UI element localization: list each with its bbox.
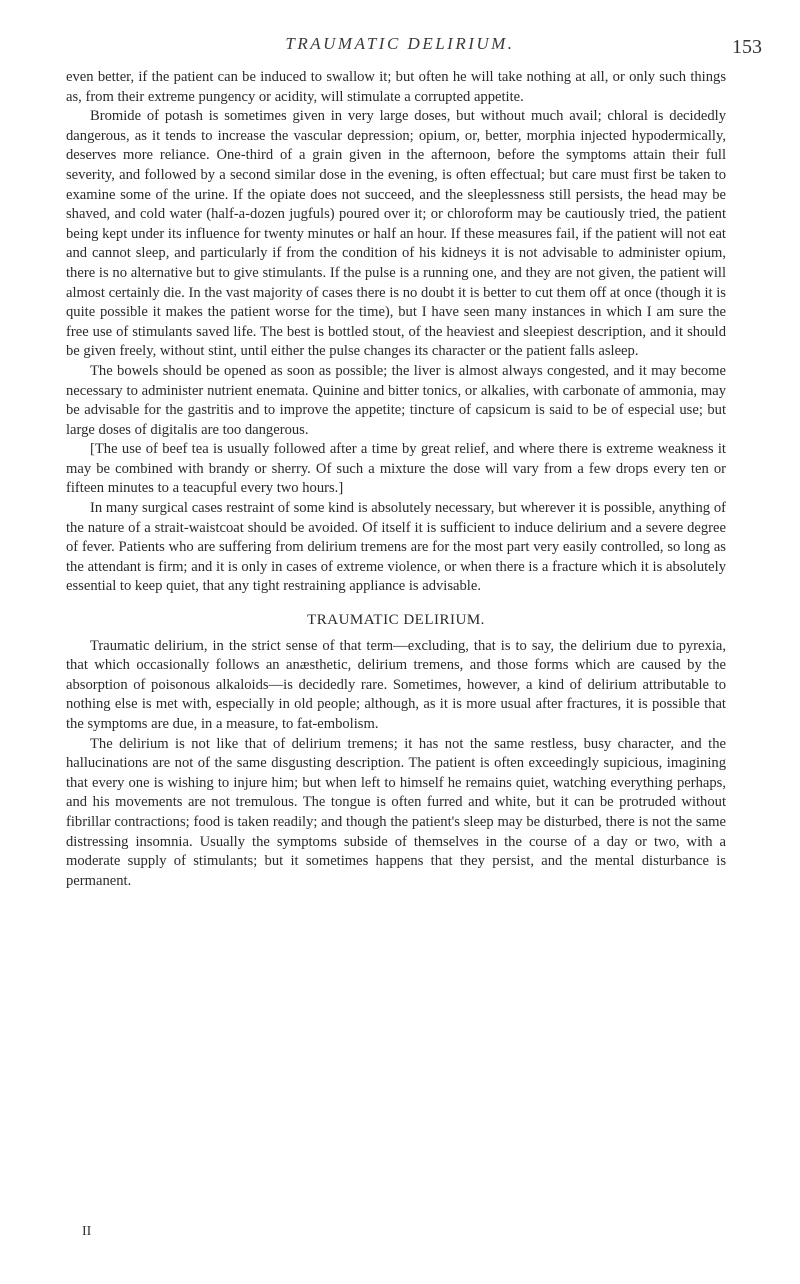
section-heading: TRAUMATIC DELIRIUM. <box>307 612 485 629</box>
page-number: 153 <box>732 36 762 58</box>
body-text <box>66 68 726 891</box>
running-title: TRAUMATIC DELIRIUM. <box>285 34 515 53</box>
signature-mark: II <box>82 1224 92 1239</box>
paragraph-restraint: In many surgical cases restraint of some kind is absolutely necessary, but wherever it is possible, anything of the nature of a strait-waistcoat should be avoided. Of itself it is sufficient to induce delirium and a severe degree of fever. Patients who are suffering from delirium tremens are for the most part very easily controlled, so long as the attendant is firm; and it is only in cases of extreme violence, or when there is a fracture which it is absolutely essential to keep quiet, that any tight restraining appliance is advisable. <box>66 500 726 595</box>
paragraph-traumatic-definition: Traumatic delirium, in the strict sense of that term—excluding, that is to say, the delirium due to pyrexia, that which occasionally follows an anæsthetic, delirium tremens, and those forms which are caused by the absorption of poisonous alkaloids—is decidedly rare. Sometimes, however, a kind of delirium attributable to nothing else is met with, especially in old people; although, as it is more usual after fractures, it is possible that the symptoms are due, in a measure, to fat-embolism. <box>66 637 726 732</box>
paragraph-continuation: even better, if the patient can be induced to swallow it; but often he will take nothing at all, or only such things as, from their extreme pungency or acidity, will stimulate a corrupted appetite. <box>66 69 726 105</box>
paragraph-bowels: The bowels should be opened as soon as possible; the liver is almost always congested, and it may become necessary to administer nutrient enemata. Quinine and bitter tonics, or alkalies, with carbonate of ammonia, may be advisable for the gastritis and to improve the appetite; tincture of capsicum is said to be of especial use; but large doses of digitalis are too dangerous. <box>66 362 726 438</box>
paragraph-beef-tea: [The use of beef tea is usually followed after a time by great relief, and where there is extreme weakness it may be combined with brandy or sherry. Of such a mixture the dose will vary from a few drops every ten or fifteen minutes to a teacupful every two hours.] <box>66 441 726 497</box>
paragraph-traumatic-symptoms: The delirium is not like that of delirium tremens; it has not the same restless, busy character, and the hallucinations are not of the same disgusting description. The patient is often exceedingly supicious, imagining that every one is wishing to injure him; but when left to himself he remains quiet, watching everything perhaps, and his movements are not tremulous. The tongue is often furred and white, but it can be protruded without fibrillar contractions; food is taken readily; and though the patient's sleep may be disturbed, there is not the same distressing insomnia. Usually the symptoms subside of themselves in the course of a day or two, with a moderate supply of stimulants; but it sometimes happens that they persist, and the mental disturbance is permanent. <box>66 735 726 889</box>
paragraph-treatment: Bromide of potash is sometimes given in very large doses, but without much avail; chloral is decidedly dangerous, as it tends to increase the vascular depression; opium, or, better, morphia injected hypodermically, deserves more reliance. One-third of a grain given in the afternoon, before the symptoms attain their full severity, and followed by a second similar dose in the evening, is often effectual; but care must first be taken to examine some of the urine. If the opiate does not succeed, and the sleeplessness still persists, the head may be shaved, and cold water (half-a-dozen jugfuls) poured over it; or chloroform may be cautiously tried, the patient being kept under its influence for twenty minutes or half an hour. If these measures fail, if the patient will not eat and cannot sleep, and particularly if from the condition of his kidneys it is not advisable to administer opium, there is no alternative but to give stimulants. If the pulse is a running one, and they are not given, the patient will almost certainly die. In the vast majority of cases there is no doubt it is better to cut them off at once (though it is quite possible it makes the patient worse for the time), but I have seen many instances in which I am sure the free use of stimulants saved life. The best is bottled stout, of the heaviest and sleepiest description, and it should be given freely, without stint, until either the pulse changes its character or the patient falls asleep. <box>66 108 726 360</box>
